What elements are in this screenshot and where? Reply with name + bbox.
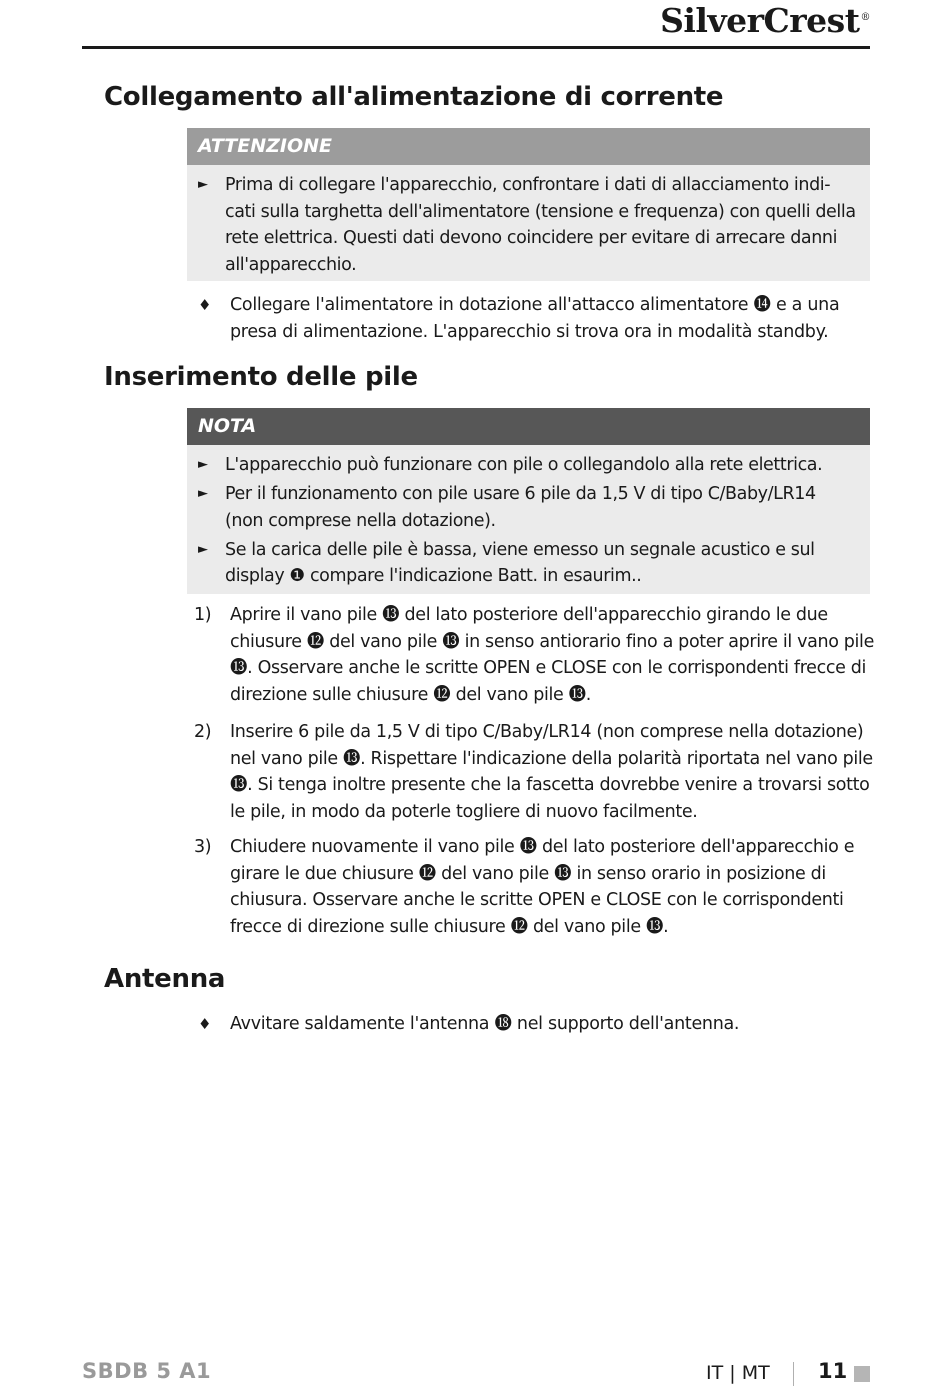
note-label: NOTA [187,408,870,445]
warning-item: ► Prima di collegare l'apparecchio, confrontare i dati di allacciamento indi-cati sulla targhetta dell'alimentatore (tensione e frequenza) con quelli della rete elettrica. Questi dati devono coincidere per evitare di arrecare danni all'apparecchio. [198,172,858,278]
diamond-bullet-icon: ♦ [198,1015,212,1033]
arrow-icon: ► [198,457,208,472]
diamond-bullet-icon: ♦ [198,296,212,314]
arrow-icon: ► [198,541,208,557]
note-box [187,408,870,594]
battery-step-2: 2) Inserire 6 pile da 1,5 V di tipo C/Baby/LR14 (non comprese nella dotazione) nel vano pile ⓭. Rispettare l'indicazione della polarità riportata nel vano pile ⓭. Si tenga inoltre presente che la fascetta dovrebbe venire a trovarsi sotto le pile, in modo da poterle togliere di nuovo facilmente. [194,722,873,822]
footer-model: SBDB 5 A1 [82,1359,212,1383]
footer-languages: IT | MT [706,1362,770,1384]
page-number: 11 [818,1359,848,1383]
battery-step-1: 1) Aprire il vano pile ⓭ del lato posteriore dell'apparecchio girando le due chiusure ⓬ del vano pile ⓭ in senso antiorario fino a poter aprire il vano pile ⓭. Osservare anche le scritte OPEN e CLOSE con le corrispondenti frecce di direzione sulle chiusure ⓬ del vano pile ⓭. [194,605,874,705]
arrow-icon: ► [198,177,208,192]
section-title-antenna: Antenna [104,964,226,994]
arrow-icon: ► [198,486,208,502]
section-title-power: Collegamento all'alimentazione di corrente [104,82,724,112]
power-step: ♦ Collegare l'alimentatore in dotazione all'attacco alimentatore ⓮ e a una presa di alimentazione. L'apparecchio si trova ora in modalità standby. [198,292,858,345]
warning-box [187,128,870,281]
header-rule [82,46,870,49]
page-marker-square [854,1366,870,1382]
section-title-batteries: Inserimento delle pile [104,362,418,392]
battery-step-3: 3) Chiudere nuovamente il vano pile ⓭ del lato posteriore dell'apparecchio e girare le due chiusure ⓬ del vano pile ⓭ in senso orario in posizione di chiusura. Osservare anche le scritte OPEN e CLOSE con le corrispondenti frecce di direzione sulle chiusure ⓬ del vano pile ⓭. [194,837,855,937]
note-item: ► L'apparecchio può funzionare con pile o collegandolo alla rete elettrica. [198,452,858,479]
footer-divider [793,1362,794,1386]
brand-logo: SilverCrest® [660,1,870,40]
note-item: ► Se la carica delle pile è bassa, viene emesso un segnale acustico e sul display ❶ compare l'indicazione Batt. in esaurim.. [198,537,858,590]
warning-label: ATTENZIONE [187,128,870,165]
antenna-step: ♦ Avvitare saldamente l'antenna ⓲ nel supporto dell'antenna. [198,1011,858,1038]
note-item: ► Per il funzionamento con pile usare 6 pile da 1,5 V di tipo C/Baby/LR14 (non comprese nella dotazione). [198,481,858,534]
